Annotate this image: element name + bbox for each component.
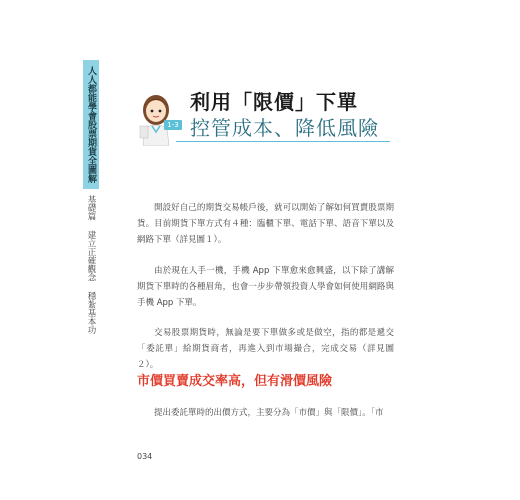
body-paragraph: 由於現在人手一機，手機 App 下單愈來愈興盛，以下除了講解期貨下單時的各種眉角，也會一步步帶領投資人學會如何使用網路與手機 App 下單。 bbox=[137, 266, 394, 308]
sidebar-chapter: 基礎篇 建立正確觀念 穩紮基本功 bbox=[86, 195, 96, 334]
body-paragraph: 提出委託單時的出價方式，主要分為「市價」與「限價」。「市 bbox=[154, 408, 384, 418]
section-number-badge: 1-3 bbox=[164, 120, 182, 130]
body-paragraph: 交易股票期貨時，無論是要下單做多或是做空，指的都是遞交「委託單」給期貨商者，再進入到市場撮合，完成交易（詳見圖２）。 bbox=[137, 328, 394, 370]
page-subtitle: 控管成本、降低風險 bbox=[190, 116, 379, 140]
title-divider bbox=[176, 141, 388, 142]
section-heading: 市價買賣成交率高，但有滑價風險 bbox=[137, 374, 333, 389]
page-title: 利用「限價」下單 bbox=[190, 90, 358, 114]
body-paragraph: 開設好自己的期貨交易帳戶後，就可以開始了解如何買賣股票期貨。目前期貨下單方式有４種：臨櫃下單、電話下單、語音下單以及網路下單（詳見圖１）。 bbox=[137, 203, 394, 245]
title-divider-end bbox=[388, 141, 390, 142]
character-illustration bbox=[134, 86, 180, 146]
sidebar-book-title: 人人都能學會股票期貨全圖解 bbox=[86, 66, 96, 183]
page-number: 034 bbox=[137, 452, 153, 461]
